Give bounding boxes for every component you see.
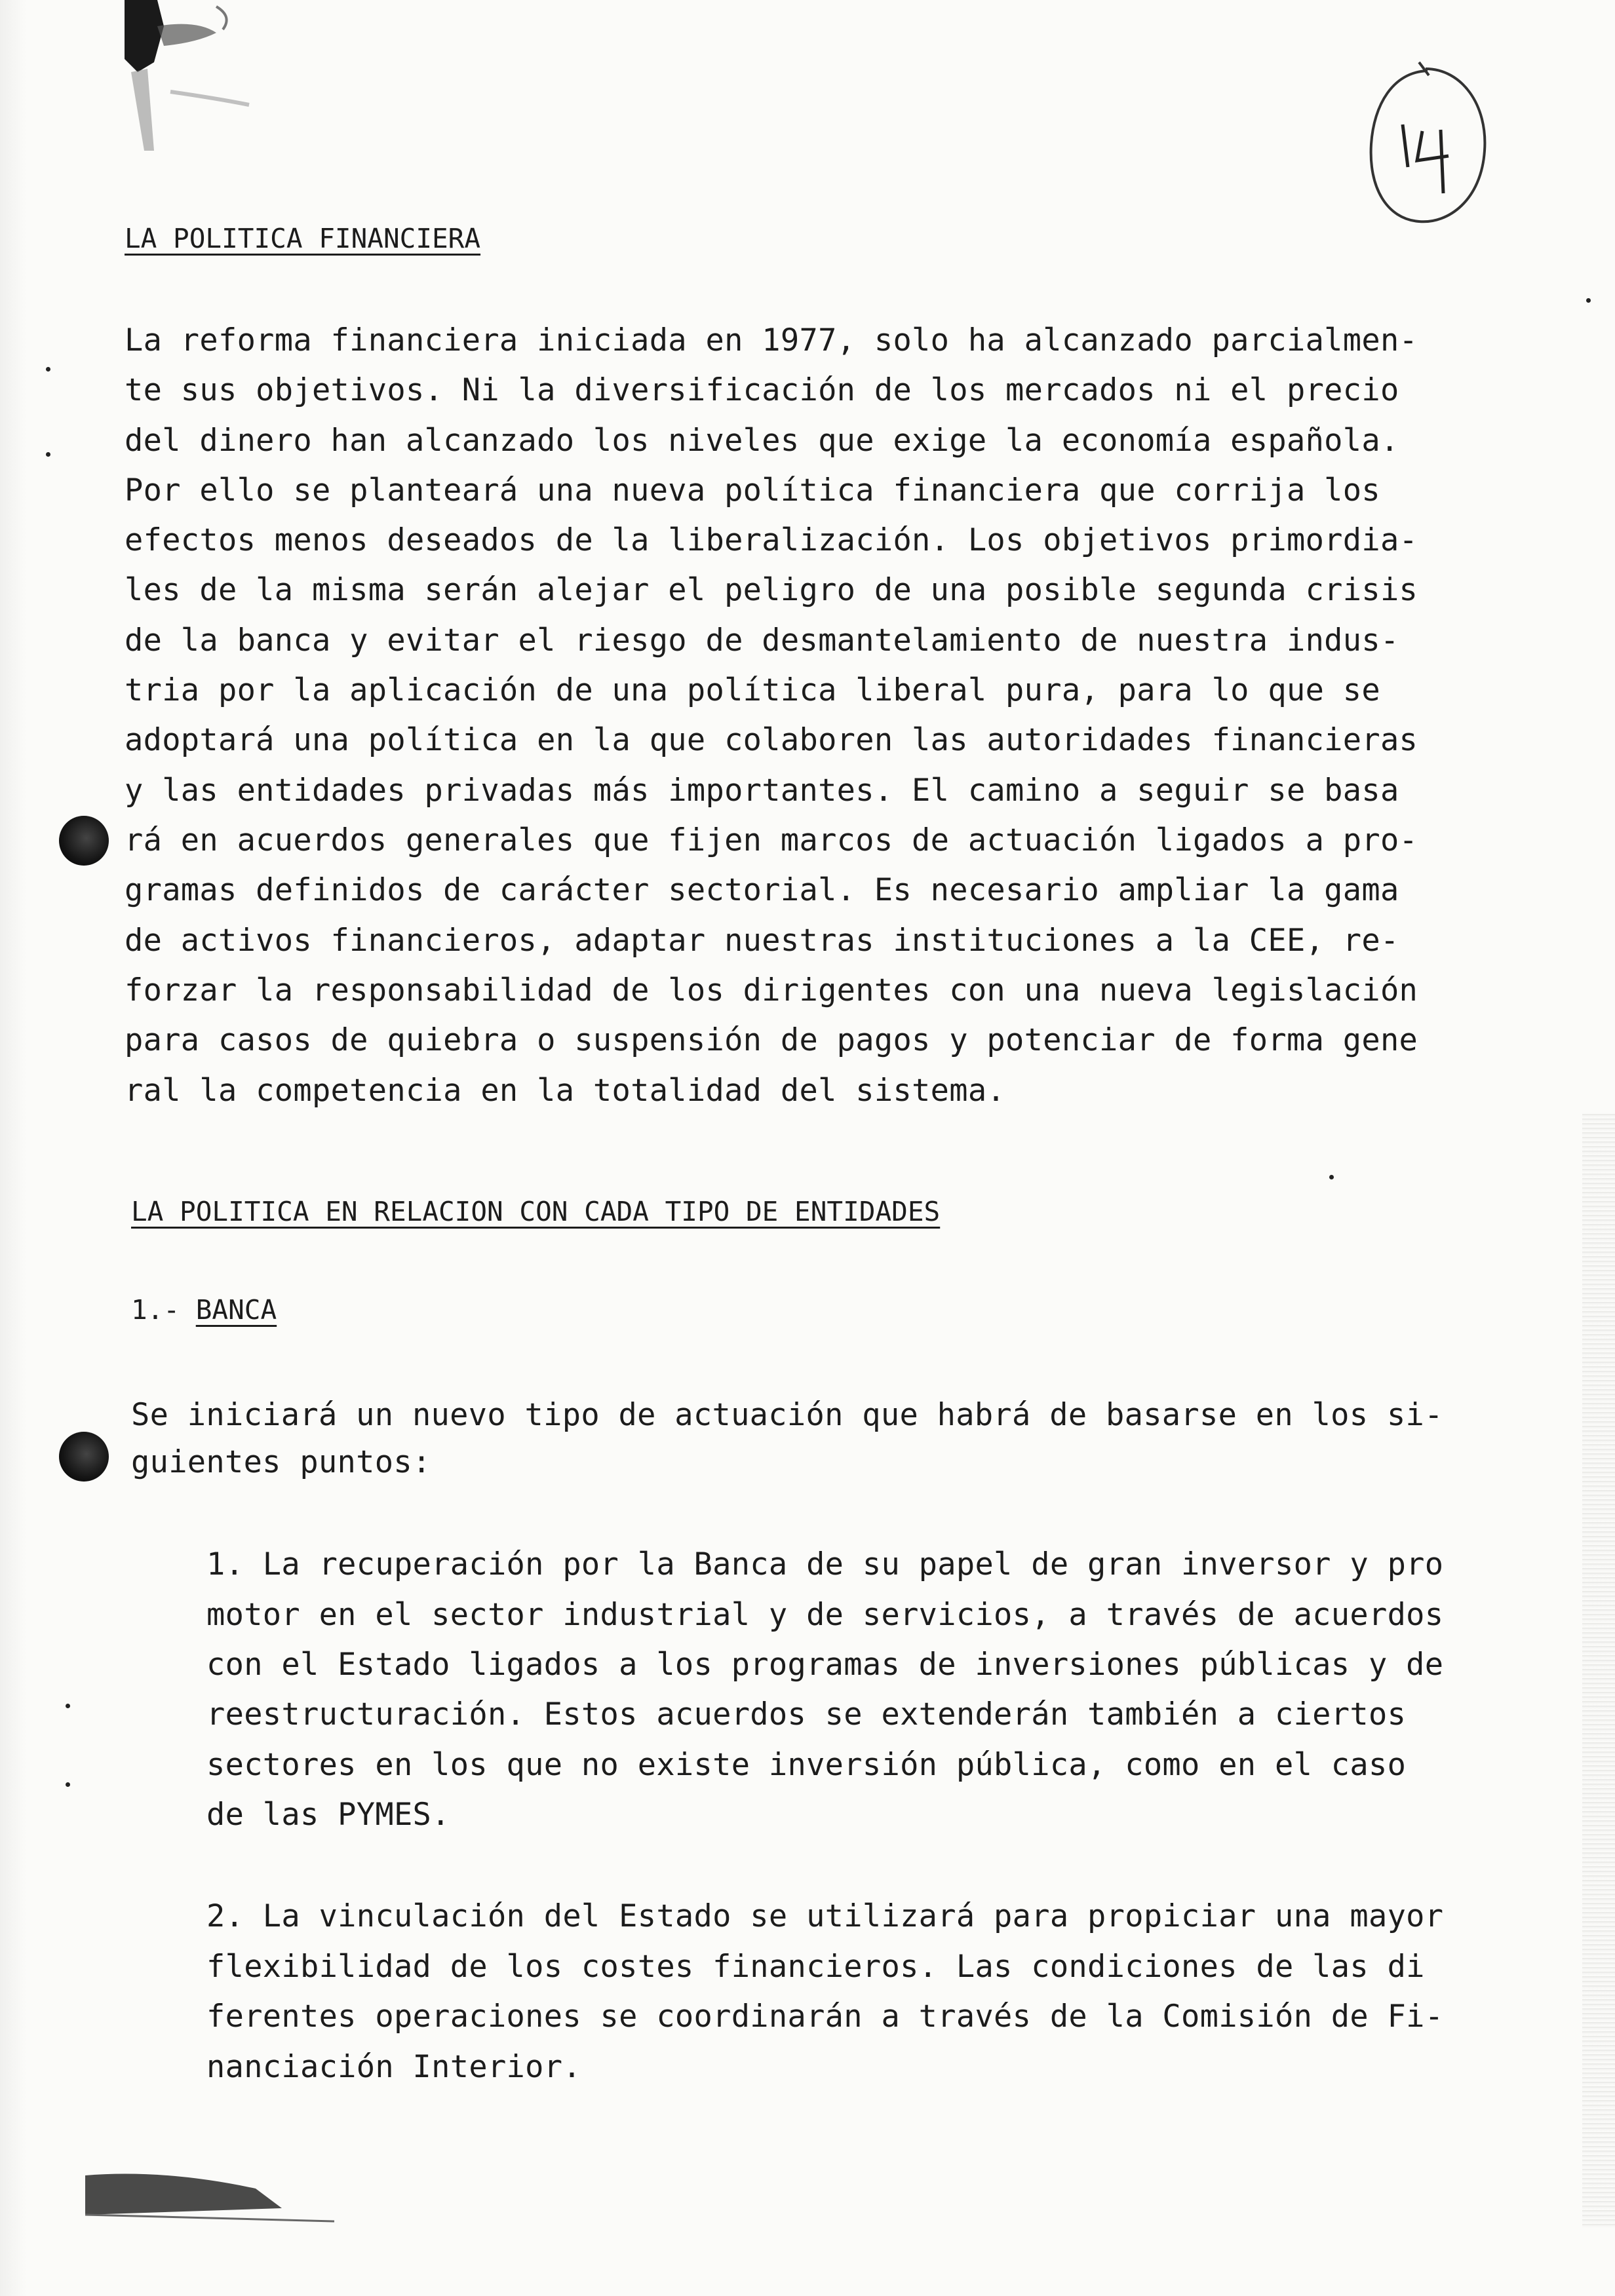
- list-line: 2. La vinculación del Estado se utilizará para propiciar una mayor: [206, 1898, 1444, 1934]
- page-number-stamp: [1357, 52, 1494, 236]
- section-heading-politica-financiera: LA POLITICA FINANCIERA: [125, 223, 481, 254]
- paragraph-line: tria por la aplicación de una política liberal pura, para lo que se: [125, 672, 1380, 708]
- paragraph-line: adoptará una política en la que colaboren las autoridades financieras: [125, 722, 1418, 758]
- list-line: de las PYMES.: [206, 1797, 450, 1833]
- list-line: motor en el sector industrial y de servicios, a través de acuerdos: [206, 1597, 1444, 1633]
- margin-dot: [1329, 1175, 1334, 1179]
- paragraph-line: les de la misma serán alejar el peligro de una posible segunda crisis: [125, 572, 1418, 608]
- list-line: nanciación Interior.: [206, 2049, 581, 2085]
- margin-dot: [46, 367, 50, 372]
- paragraph-line: te sus objetivos. Ni la diversificación de los mercados ni el precio: [125, 372, 1399, 408]
- list-line: 1. La recuperación por la Banca de su papel de gran inversor y pro: [206, 1546, 1444, 1582]
- paragraph-line: forzar la responsabilidad de los dirigentes con una nueva legislación: [125, 972, 1418, 1008]
- paragraph-line: rá en acuerdos generales que fijen marcos de actuación ligados a pro-: [125, 822, 1418, 858]
- paragraph-line: del dinero han alcanzado los niveles que exige la economía española.: [125, 423, 1399, 459]
- paragraph-line: y las entidades privadas más importantes. El camino a seguir se basa: [125, 773, 1399, 809]
- list-line: flexibilidad de los costes financieros. Las condiciones de las di: [206, 1949, 1425, 1985]
- scan-edge-right: [1582, 1114, 1615, 2228]
- margin-dot: [66, 1782, 70, 1787]
- subsection-number: 1.-: [131, 1294, 180, 1326]
- staple-mark: [118, 0, 275, 151]
- punch-hole: [59, 816, 109, 866]
- paragraph-line: para casos de quiebra o suspensión de pagos y potenciar de forma gene: [125, 1022, 1418, 1058]
- list-line: reestructuración. Estos acuerdos se extenderán también a ciertos: [206, 1696, 1407, 1732]
- punch-hole: [59, 1432, 109, 1482]
- bottom-smudge: [85, 2149, 334, 2228]
- scan-edge-left: [0, 0, 26, 2296]
- section-heading-entidades: LA POLITICA EN RELACION CON CADA TIPO DE ENTIDADES: [131, 1196, 941, 1227]
- subsection-banca: [131, 1294, 277, 1326]
- margin-dot: [46, 452, 50, 457]
- paragraph-line: La reforma financiera iniciada en 1977, solo ha alcanzado parcialmen-: [125, 322, 1418, 358]
- paragraph-line: ral la competencia en la totalidad del sistema.: [125, 1073, 1006, 1109]
- paragraph-line: Por ello se planteará una nueva política financiera que corrija los: [125, 472, 1380, 508]
- list-line: ferentes operaciones se coordinarán a través de la Comisión de Fi-: [206, 1999, 1444, 2035]
- margin-dot: [66, 1704, 70, 1708]
- paragraph-line: de activos financieros, adaptar nuestras instituciones a la CEE, re-: [125, 923, 1399, 959]
- list-line: con el Estado ligados a los programas de inversiones públicas y de: [206, 1647, 1444, 1683]
- paragraph-line: gramas definidos de carácter sectorial. Es necesario ampliar la gama: [125, 872, 1399, 908]
- paragraph-line: guientes puntos:: [131, 1444, 431, 1480]
- paragraph-line: efectos menos deseados de la liberalización. Los objetivos primordia-: [125, 522, 1418, 558]
- paragraph-line: Se iniciará un nuevo tipo de actuación que habrá de basarse en los si-: [131, 1397, 1443, 1433]
- list-line: sectores en los que no existe inversión pública, como en el caso: [206, 1747, 1407, 1783]
- margin-dot: [1586, 298, 1591, 303]
- subsection-title: BANCA: [195, 1294, 277, 1326]
- paragraph-line: de la banca y evitar el riesgo de desmantelamiento de nuestra indus-: [125, 622, 1399, 659]
